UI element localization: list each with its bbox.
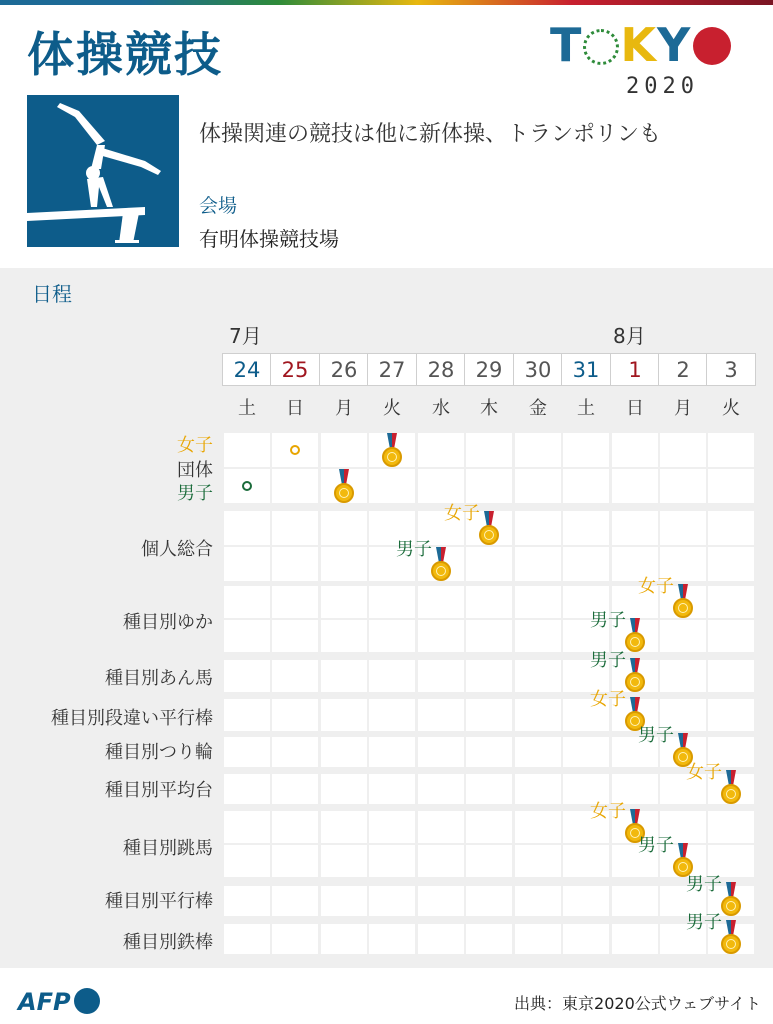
schedule-cell <box>612 469 658 503</box>
weekday: 土 <box>238 398 256 419</box>
schedule-cell <box>369 620 415 652</box>
schedule-cell <box>563 511 609 545</box>
schedule-cell <box>418 660 464 692</box>
headline: 体操関連の競技は他に新体操、トランポリンも <box>199 122 662 147</box>
weekday: 月 <box>335 398 353 419</box>
schedule-cell <box>612 924 658 954</box>
schedule-cell <box>660 620 706 652</box>
schedule-cell <box>224 924 270 954</box>
schedule-cell <box>369 660 415 692</box>
schedule-cell <box>321 811 367 843</box>
schedule-cell <box>418 737 464 767</box>
schedule-cell <box>563 924 609 954</box>
schedule-cell <box>224 620 270 652</box>
gold-medal-icon <box>721 920 741 954</box>
schedule-cell <box>515 845 561 877</box>
schedule-cell <box>321 774 367 804</box>
gymnast-pictogram <box>27 95 179 247</box>
logo-letter-y: Y <box>657 18 692 72</box>
medal-sub-label: 女子 <box>590 801 626 822</box>
schedule-cell <box>708 547 754 581</box>
schedule-cell <box>708 586 754 618</box>
schedule-cell <box>466 774 512 804</box>
day-number: 2 <box>658 353 708 386</box>
medal-sub-label: 男子 <box>638 725 674 746</box>
day-number: 31 <box>561 353 611 386</box>
schedule-cell <box>272 699 318 731</box>
schedule-cell <box>612 886 658 916</box>
schedule-cell <box>224 511 270 545</box>
women-sub-label: 女子 <box>177 435 213 456</box>
medal-disc <box>479 525 499 545</box>
event-label: 種目別平均台 <box>105 780 213 801</box>
schedule-cell <box>224 774 270 804</box>
schedule-cell <box>224 547 270 581</box>
tokyo-2020-logo <box>550 18 756 100</box>
event-label: 団体 <box>177 460 213 481</box>
schedule-cell <box>660 433 706 467</box>
schedule-cell <box>515 511 561 545</box>
gold-medal-icon <box>673 584 693 618</box>
logo-red-sun-icon <box>693 27 731 65</box>
gold-medal-icon <box>479 511 499 545</box>
schedule-cell <box>272 660 318 692</box>
schedule-cell <box>369 774 415 804</box>
schedule-cell <box>224 433 270 467</box>
schedule-cell <box>612 433 658 467</box>
event-label: 種目別あん馬 <box>105 668 213 689</box>
schedule-cell <box>369 886 415 916</box>
qualification-ring-icon <box>242 481 252 491</box>
schedule-cell <box>369 811 415 843</box>
weekday: 火 <box>722 398 740 419</box>
month-august: 8月 <box>613 324 646 348</box>
month-july: 7月 <box>229 324 262 348</box>
medal-disc <box>625 632 645 652</box>
medal-disc <box>334 483 354 503</box>
schedule-cell <box>369 586 415 618</box>
schedule-cell <box>466 886 512 916</box>
schedule-cell <box>708 811 754 843</box>
weekday: 日 <box>286 398 304 419</box>
page-title: 体操競技 <box>27 28 223 83</box>
event-label: 種目別平行棒 <box>105 891 213 912</box>
schedule-cell <box>321 511 367 545</box>
schedule-cell <box>708 620 754 652</box>
schedule-cell <box>224 886 270 916</box>
schedule-cell <box>515 811 561 843</box>
weekday: 火 <box>383 398 401 419</box>
day-number: 25 <box>270 353 320 386</box>
medal-sub-label: 男子 <box>590 610 626 631</box>
qualification-ring-icon <box>290 445 300 455</box>
schedule-cell <box>515 774 561 804</box>
schedule-cell <box>660 660 706 692</box>
schedule-cell <box>708 433 754 467</box>
schedule-cell <box>563 737 609 767</box>
schedule-cell <box>418 886 464 916</box>
schedule-cell <box>272 737 318 767</box>
schedule-cell <box>612 511 658 545</box>
schedule-cell <box>563 547 609 581</box>
schedule-cell <box>321 547 367 581</box>
schedule-cell <box>466 811 512 843</box>
medal-disc <box>721 784 741 804</box>
schedule-cell <box>272 811 318 843</box>
schedule-cell <box>321 845 367 877</box>
venue-name: 有明体操競技場 <box>199 227 339 251</box>
schedule-cell <box>272 845 318 877</box>
schedule-cell <box>515 547 561 581</box>
schedule-cell <box>224 699 270 731</box>
schedule-cell <box>224 586 270 618</box>
medal-disc <box>721 934 741 954</box>
schedule-cell <box>272 469 318 503</box>
schedule-cell <box>660 511 706 545</box>
schedule-cell <box>418 699 464 731</box>
medal-disc <box>625 672 645 692</box>
schedule-cell <box>272 511 318 545</box>
schedule-label: 日程 <box>32 282 72 306</box>
day-number: 3 <box>706 353 756 386</box>
schedule-cell <box>563 469 609 503</box>
schedule-cell <box>272 886 318 916</box>
schedule-cell <box>418 774 464 804</box>
schedule-cell <box>321 660 367 692</box>
logo-wordmark <box>550 18 731 72</box>
schedule-cell <box>418 811 464 843</box>
gold-medal-icon <box>334 469 354 503</box>
medal-sub-label: 男子 <box>686 912 722 933</box>
schedule-cell <box>321 886 367 916</box>
event-label: 種目別鉄棒 <box>123 932 213 953</box>
venue-label: 会場 <box>199 195 238 217</box>
gold-medal-icon <box>721 770 741 804</box>
medal-disc <box>431 561 451 581</box>
schedule-cell <box>224 737 270 767</box>
schedule-cell <box>515 433 561 467</box>
medal-disc <box>721 896 741 916</box>
medal-disc <box>673 598 693 618</box>
schedule-cell <box>466 433 512 467</box>
schedule-cell <box>321 620 367 652</box>
event-label: 種目別つり輪 <box>105 742 213 763</box>
schedule-cell <box>515 660 561 692</box>
schedule-cell <box>515 620 561 652</box>
source-credit: 出典：東京2020公式ウェブサイト <box>514 994 761 1013</box>
schedule-cell <box>418 845 464 877</box>
schedule-cell <box>369 924 415 954</box>
schedule-cell <box>466 845 512 877</box>
logo-o-ring-icon <box>583 29 619 65</box>
weekday: 木 <box>480 398 498 419</box>
afp-circle-icon <box>74 988 100 1014</box>
event-label: 種目別段違い平行棒 <box>51 708 213 729</box>
schedule-cell <box>321 699 367 731</box>
medal-sub-label: 女子 <box>686 762 722 783</box>
schedule-cell <box>708 511 754 545</box>
medal-sub-label: 女子 <box>638 576 674 597</box>
weekday: 水 <box>432 398 450 419</box>
schedule-cell <box>418 620 464 652</box>
day-number: 27 <box>367 353 417 386</box>
logo-year: 2020 <box>626 74 699 99</box>
schedule-cell <box>272 924 318 954</box>
gold-medal-icon <box>721 882 741 916</box>
afp-logo <box>18 988 100 1016</box>
schedule-cell <box>466 699 512 731</box>
schedule-cell <box>224 811 270 843</box>
day-number: 24 <box>222 353 272 386</box>
schedule-cell <box>272 774 318 804</box>
schedule-cell <box>272 620 318 652</box>
weekday: 金 <box>529 398 547 419</box>
schedule-cell <box>418 924 464 954</box>
schedule-cell <box>708 660 754 692</box>
schedule-cell <box>321 586 367 618</box>
schedule-cell <box>466 469 512 503</box>
gold-medal-icon <box>625 618 645 652</box>
schedule-cell <box>418 433 464 467</box>
schedule-cell <box>466 660 512 692</box>
schedule-cell <box>272 547 318 581</box>
medal-sub-label: 男子 <box>396 539 432 560</box>
weekday: 月 <box>674 398 692 419</box>
schedule-cell <box>369 469 415 503</box>
schedule-cell <box>466 620 512 652</box>
schedule-cell <box>369 845 415 877</box>
schedule-cell <box>515 737 561 767</box>
medal-sub-label: 男子 <box>590 650 626 671</box>
medal-sub-label: 男子 <box>638 835 674 856</box>
schedule-cell <box>418 586 464 618</box>
schedule-cell <box>515 886 561 916</box>
medal-sub-label: 女子 <box>590 689 626 710</box>
schedule-cell <box>272 586 318 618</box>
schedule-cell <box>466 586 512 618</box>
men-sub-label: 男子 <box>177 483 213 504</box>
schedule-cell <box>563 886 609 916</box>
schedule-cell <box>563 433 609 467</box>
event-label: 個人総合 <box>141 539 213 560</box>
gold-medal-icon <box>382 433 402 467</box>
schedule-cell <box>321 924 367 954</box>
top-color-bar <box>0 0 773 5</box>
gold-medal-icon <box>625 658 645 692</box>
schedule-cell <box>515 586 561 618</box>
schedule-cell <box>515 699 561 731</box>
logo-letter-t: T <box>550 18 583 72</box>
event-label: 種目別跳馬 <box>123 838 213 859</box>
schedule-cell <box>369 737 415 767</box>
afp-wordmark: AFP <box>18 988 71 1016</box>
schedule-cell <box>224 845 270 877</box>
medal-disc <box>382 447 402 467</box>
weekday: 土 <box>577 398 595 419</box>
schedule-cell <box>563 845 609 877</box>
schedule-cell <box>369 699 415 731</box>
day-number: 30 <box>513 353 563 386</box>
medal-sub-label: 男子 <box>686 874 722 895</box>
schedule-cell <box>466 547 512 581</box>
schedule-cell <box>515 469 561 503</box>
schedule-cell <box>321 433 367 467</box>
schedule-cell <box>708 469 754 503</box>
gold-medal-icon <box>431 547 451 581</box>
day-number: 29 <box>464 353 514 386</box>
logo-letter-k: K <box>620 18 658 72</box>
schedule-cell <box>466 924 512 954</box>
schedule-cell <box>515 924 561 954</box>
medal-sub-label: 女子 <box>444 503 480 524</box>
schedule-cell <box>321 737 367 767</box>
schedule-cell <box>418 469 464 503</box>
gymnast-balance-beam-icon <box>27 95 179 247</box>
day-number: 1 <box>610 353 660 386</box>
schedule-cell <box>466 737 512 767</box>
day-number: 28 <box>416 353 466 386</box>
schedule-cell <box>660 469 706 503</box>
schedule-cell <box>708 699 754 731</box>
event-label: 種目別ゆか <box>123 612 213 633</box>
weekday: 日 <box>626 398 644 419</box>
day-number: 26 <box>319 353 369 386</box>
schedule-cell <box>224 660 270 692</box>
